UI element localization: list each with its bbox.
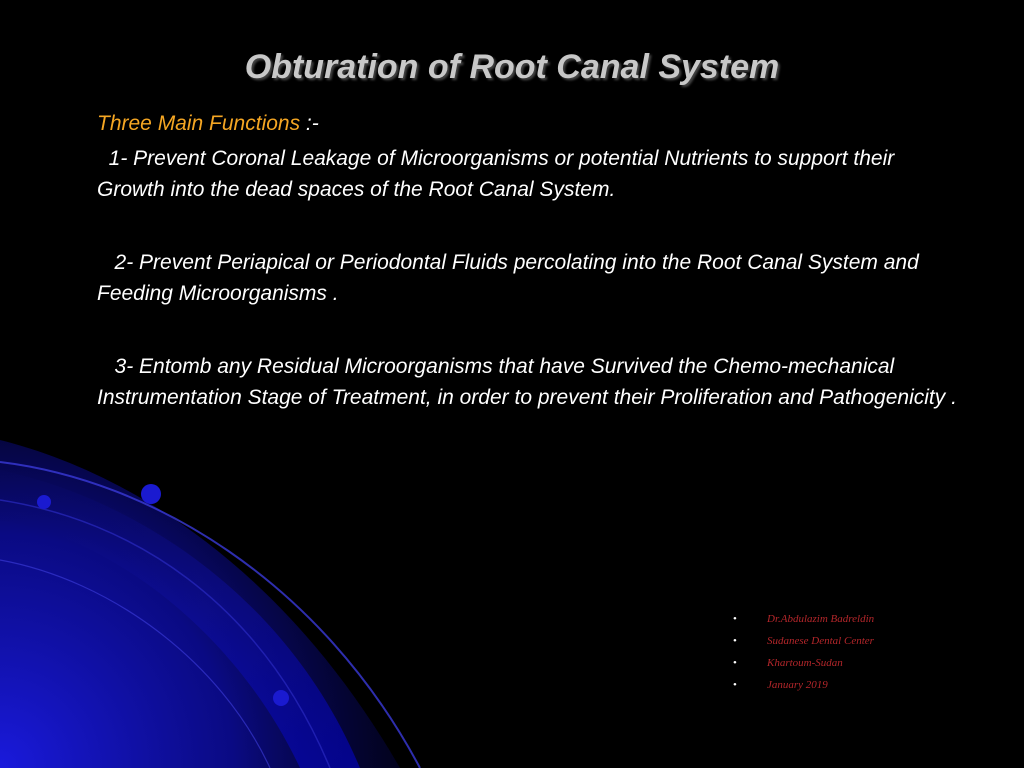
credit-location: Khartoum-Sudan	[767, 657, 843, 669]
credit-institution: Sudanese Dental Center	[767, 635, 874, 647]
bullet-icon: •	[733, 613, 737, 625]
credit-author: Dr.Abdulazim Badreldin	[767, 613, 875, 625]
function-point-2: 2- Prevent Periapical or Periodontal Fluids percolating into the Root Canal System and Feeding Microorganisms .	[97, 251, 925, 305]
slide-body	[97, 108, 967, 455]
bullet-icon: •	[733, 635, 737, 647]
wave-dot-3	[273, 690, 289, 706]
credit-item	[733, 674, 874, 696]
function-point-3: 3- Entomb any Residual Microorganisms that have Survived the Chemo-mechanical Instrumentation Stage of Treatment, in order to prevent their Proliferation and Pathogenicity .	[97, 355, 957, 409]
subheading-suffix: :-	[300, 112, 319, 135]
function-point-1: 1- Prevent Coronal Leakage of Microorganisms or potential Nutrients to support their Growth into the dead spaces of the Root Canal System.	[97, 147, 901, 201]
credit-item	[733, 630, 874, 652]
bullet-icon: •	[733, 679, 737, 691]
credit-item	[733, 652, 874, 674]
wave-dot-2	[37, 495, 51, 509]
credit-date: January 2019	[767, 679, 828, 691]
wave-dot-1	[141, 484, 161, 504]
credit-item	[733, 608, 874, 630]
slide-title: Obturation of Root Canal System	[244, 48, 780, 86]
subheading	[97, 108, 967, 139]
credits-list	[733, 608, 874, 696]
subheading-label: Three Main Functions	[97, 112, 301, 135]
bullet-icon: •	[733, 657, 737, 669]
